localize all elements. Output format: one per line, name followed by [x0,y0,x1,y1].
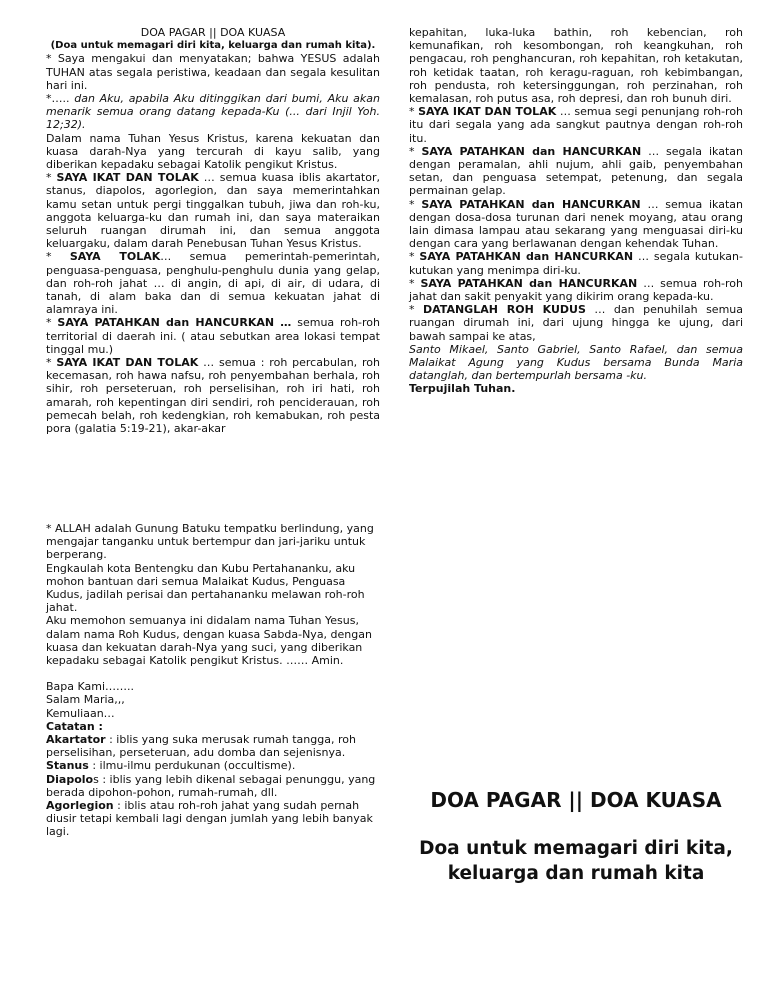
paragraph [409,303,743,343]
paragraph [409,382,743,395]
paragraph [46,720,380,733]
text: … semua : roh percabulan, roh kecemasan, roh hawa nafsu, roh penyembahan berhala, roh sihir, roh perseteruan, roh perselisihan, roh iri hati, roh amarah, roh kepentingan diri sendiri, roh penciderauan, roh pemecah belah, roh kedengkian, roh kemabukan, roh pesta pora (galatia 5:19-21), akar-akar [46,356,381,436]
text: … segala kutukan-kutukan yang menimpa diri-ku. [409,250,743,277]
right-top-column [409,26,743,396]
paragraph [46,562,380,615]
paragraph [46,733,380,759]
paragraph [46,356,380,435]
text: s : iblis yang lebih dikenal sebagai penunggu, yang berada dipohon-pohon, rumah-rumah, dll. [46,772,376,799]
bold-text: SAYA IKAT DAN TOLAK [56,171,199,185]
paragraph [46,171,380,250]
text: * Saya mengakui dan menyatakan; bahwa YESUS adalah TUHAN atas segala peristiwa, keadaan dan segala kesulitan hari ini. [46,52,380,92]
italic-text: dan Aku, apabila Aku ditinggikan dari bumi, Aku akan menarik semua orang datang kepada-Ku (... dari Injil Yoh. 12;32). [46,92,380,132]
text: * [409,144,422,158]
text: * [46,356,57,370]
bold-text: SAYA TOLAK [69,250,161,264]
text: * [46,250,70,264]
paragraph [46,316,380,356]
paragraph [46,680,380,693]
paragraph [409,105,743,145]
text: Bapa Kami…….. [46,680,135,694]
paragraph [46,250,380,316]
text: : iblis atau roh-roh jahat yang sudah pernah diusir tetapi kembali lagi dengan jumlah yang lebih banyak lagi. [46,799,373,839]
bold-text: Agorlegion [46,799,114,813]
cover-title: DOA PAGAR || DOA KUASA [430,788,722,812]
left-bottom-paragraphs [46,522,380,839]
text: semua roh-roh territorial di daerah ini. ( atau sebutkan area lokasi tempat tinggal mu.) [46,316,380,356]
paragraph [46,522,380,562]
paragraph [409,343,743,383]
left-top-column [46,26,380,435]
bold-text: SAYA PATAHKAN dan HANCURKAN [421,144,642,158]
text: * ALLAH adalah Gunung Batuku tempatku berlindung, yang mengajar tanganku untuk bertempur dan jari-jariku untuk berperang. [46,522,374,562]
text: … segala ikatan dengan peramalan, ahli nujum, ahli gaib, penyembahan setan, dan penguasa setempat, petenung, dan segala permainan gelap. [409,144,743,198]
text: * [409,197,422,211]
text: kepahitan, luka-luka bathin, roh kebencian, roh kemunafikan, roh kesombongan, roh keangkuhan, roh pengacau, roh penghancuran, roh kepahitan, roh ketakutan, roh ketidak taatan, roh keragu-raguan, roh kebimbangan, roh pendusta, roh ketersinggungan, roh perzinahan, roh kemalasan, roh putus asa, roh depresi, dan roh bunuh diri. [409,26,743,106]
text: Aku memohon semuanya ini didalam nama Tuhan Yesus, dalam nama Roh Kudus, dengan kuasa Sabda-Nya, dengan kuasa dan kekuatan darah-Nya yang suci, yang diberikan kepadaku sebagai Katolik pengikut Kristus. …… Amin. [46,614,372,668]
paragraph [46,707,380,720]
bold-text: Akartator [46,733,106,747]
text: * [46,171,57,185]
text: … semua segi penunjang roh-roh itu dari segala yang ada sangkut pautnya dengan roh-roh itu. [409,105,744,145]
text: … semua ikatan dengan dosa-dosa turunan dari nenek moyang, atau orang lain dimasa lampau atau sekarang yang menguasai diri-ku dengan cara yang berlawanan dengan kehendak Tuhan. [409,197,743,251]
paragraph [409,26,743,105]
bold-text: SAYA PATAHKAN dan HANCURKAN … [57,316,292,330]
blank-line [46,667,380,680]
bold-text: SAYA IKAT DAN TOLAK [56,356,199,370]
bold-text: Diapolo [46,772,94,786]
bold-text: Terpujilah Tuhan. [409,382,516,396]
text: … semua roh-roh jahat dan sakit penyakit yang dikirim orang kepada-ku. [409,276,743,304]
text: Engkaulah kota Bentengku dan Kubu Pertahananku, aku mohon bantuan dari semua Malaikat Kudus, Penguasa Kudus, jadilah perisai dan pertahananku melawan roh-roh jahat. [46,561,365,615]
text: Kemuliaan… [46,706,115,720]
document-subtitle: (Doa untuk memagari diri kita, keluarga dan rumah kita). [50,40,376,52]
paragraph [46,614,380,667]
text: Salam Maria,,, [46,693,125,707]
bold-text: DATANGLAH ROH KUDUS [423,303,586,317]
text: * [409,276,421,290]
paragraph [409,277,743,303]
text: *….. [46,92,75,106]
text: … semua kuasa iblis akartator, stanus, diapolos, agorlegion, dan saya memerintahkan kamu setan untuk pergi tinggalkan tubuh, jiwa dan roh-ku, anggota keluarga-ku dan rumah ini, dan saya materaikan seluruh ruangan dirumah ini, dan semua anggota keluargaku, dalam darah Penebusan Tuhan Yesus Kristus. [46,171,380,251]
text: : ilmu-ilmu perdukunan (occultisme). [88,759,296,773]
left-bottom-column [46,522,380,839]
bold-text: SAYA PATAHKAN dan HANCURKAN [421,197,641,211]
italic-text: Santo Mikael, Santo Gabriel, Santo Rafael, dan semua Malaikat Agung yang Kudus bersama Bunda Maria datanglah, dan bertempurlah bersama -ku. [409,342,743,383]
text: * [409,303,424,317]
text: … semua pemerintah-pemerintah, penguasa-penguasa, penghulu-penghulu dunia yang gelap, dan roh-roh jahat … di angin, di api, di air, di udara, di tanah, di alam baka dan di semua kekuatan jahat di alamraya ini. [46,250,380,317]
left-top-paragraphs [46,52,380,435]
paragraph [409,198,743,251]
bold-text: SAYA IKAT DAN TOLAK [418,105,557,119]
text: Dalam nama Tuhan Yesus Kristus, karena kekuatan dan kuasa darah-Nya yang tercurah di kayu salib, yang diberikan kepadaku sebagai Katolik pengikut Kristus. [46,131,380,172]
paragraph [46,759,380,772]
text: * [409,105,419,119]
bold-text: Stanus [46,759,89,773]
paragraph [46,773,380,799]
paragraph [46,799,380,839]
paragraph [409,145,743,198]
text: … dan penuhilah semua ruangan dirumah ini, dari ujung hingga ke ujung, dari bawah sampai ke atas, [409,303,744,343]
cover-subtitle: Doa untuk memagari diri kita, keluarga dan rumah kita [419,838,733,884]
document-title: DOA PAGAR || DOA KUASA [140,26,286,39]
paragraph [46,693,380,706]
text: : iblis yang suka merusak rumah tangga, roh perselisihan, perseteruan, adu domba dan sejenisnya. [46,733,356,760]
paragraph [46,132,380,172]
paragraph [46,52,380,92]
bold-text: SAYA PATAHKAN dan HANCURKAN [419,250,634,264]
paragraph [46,92,380,132]
bold-text: SAYA PATAHKAN dan HANCURKAN [420,276,638,290]
paragraph [409,250,743,276]
text: * [409,250,420,264]
bold-text: Catatan : [46,719,103,733]
right-top-paragraphs [409,26,743,396]
text: * [46,316,58,330]
